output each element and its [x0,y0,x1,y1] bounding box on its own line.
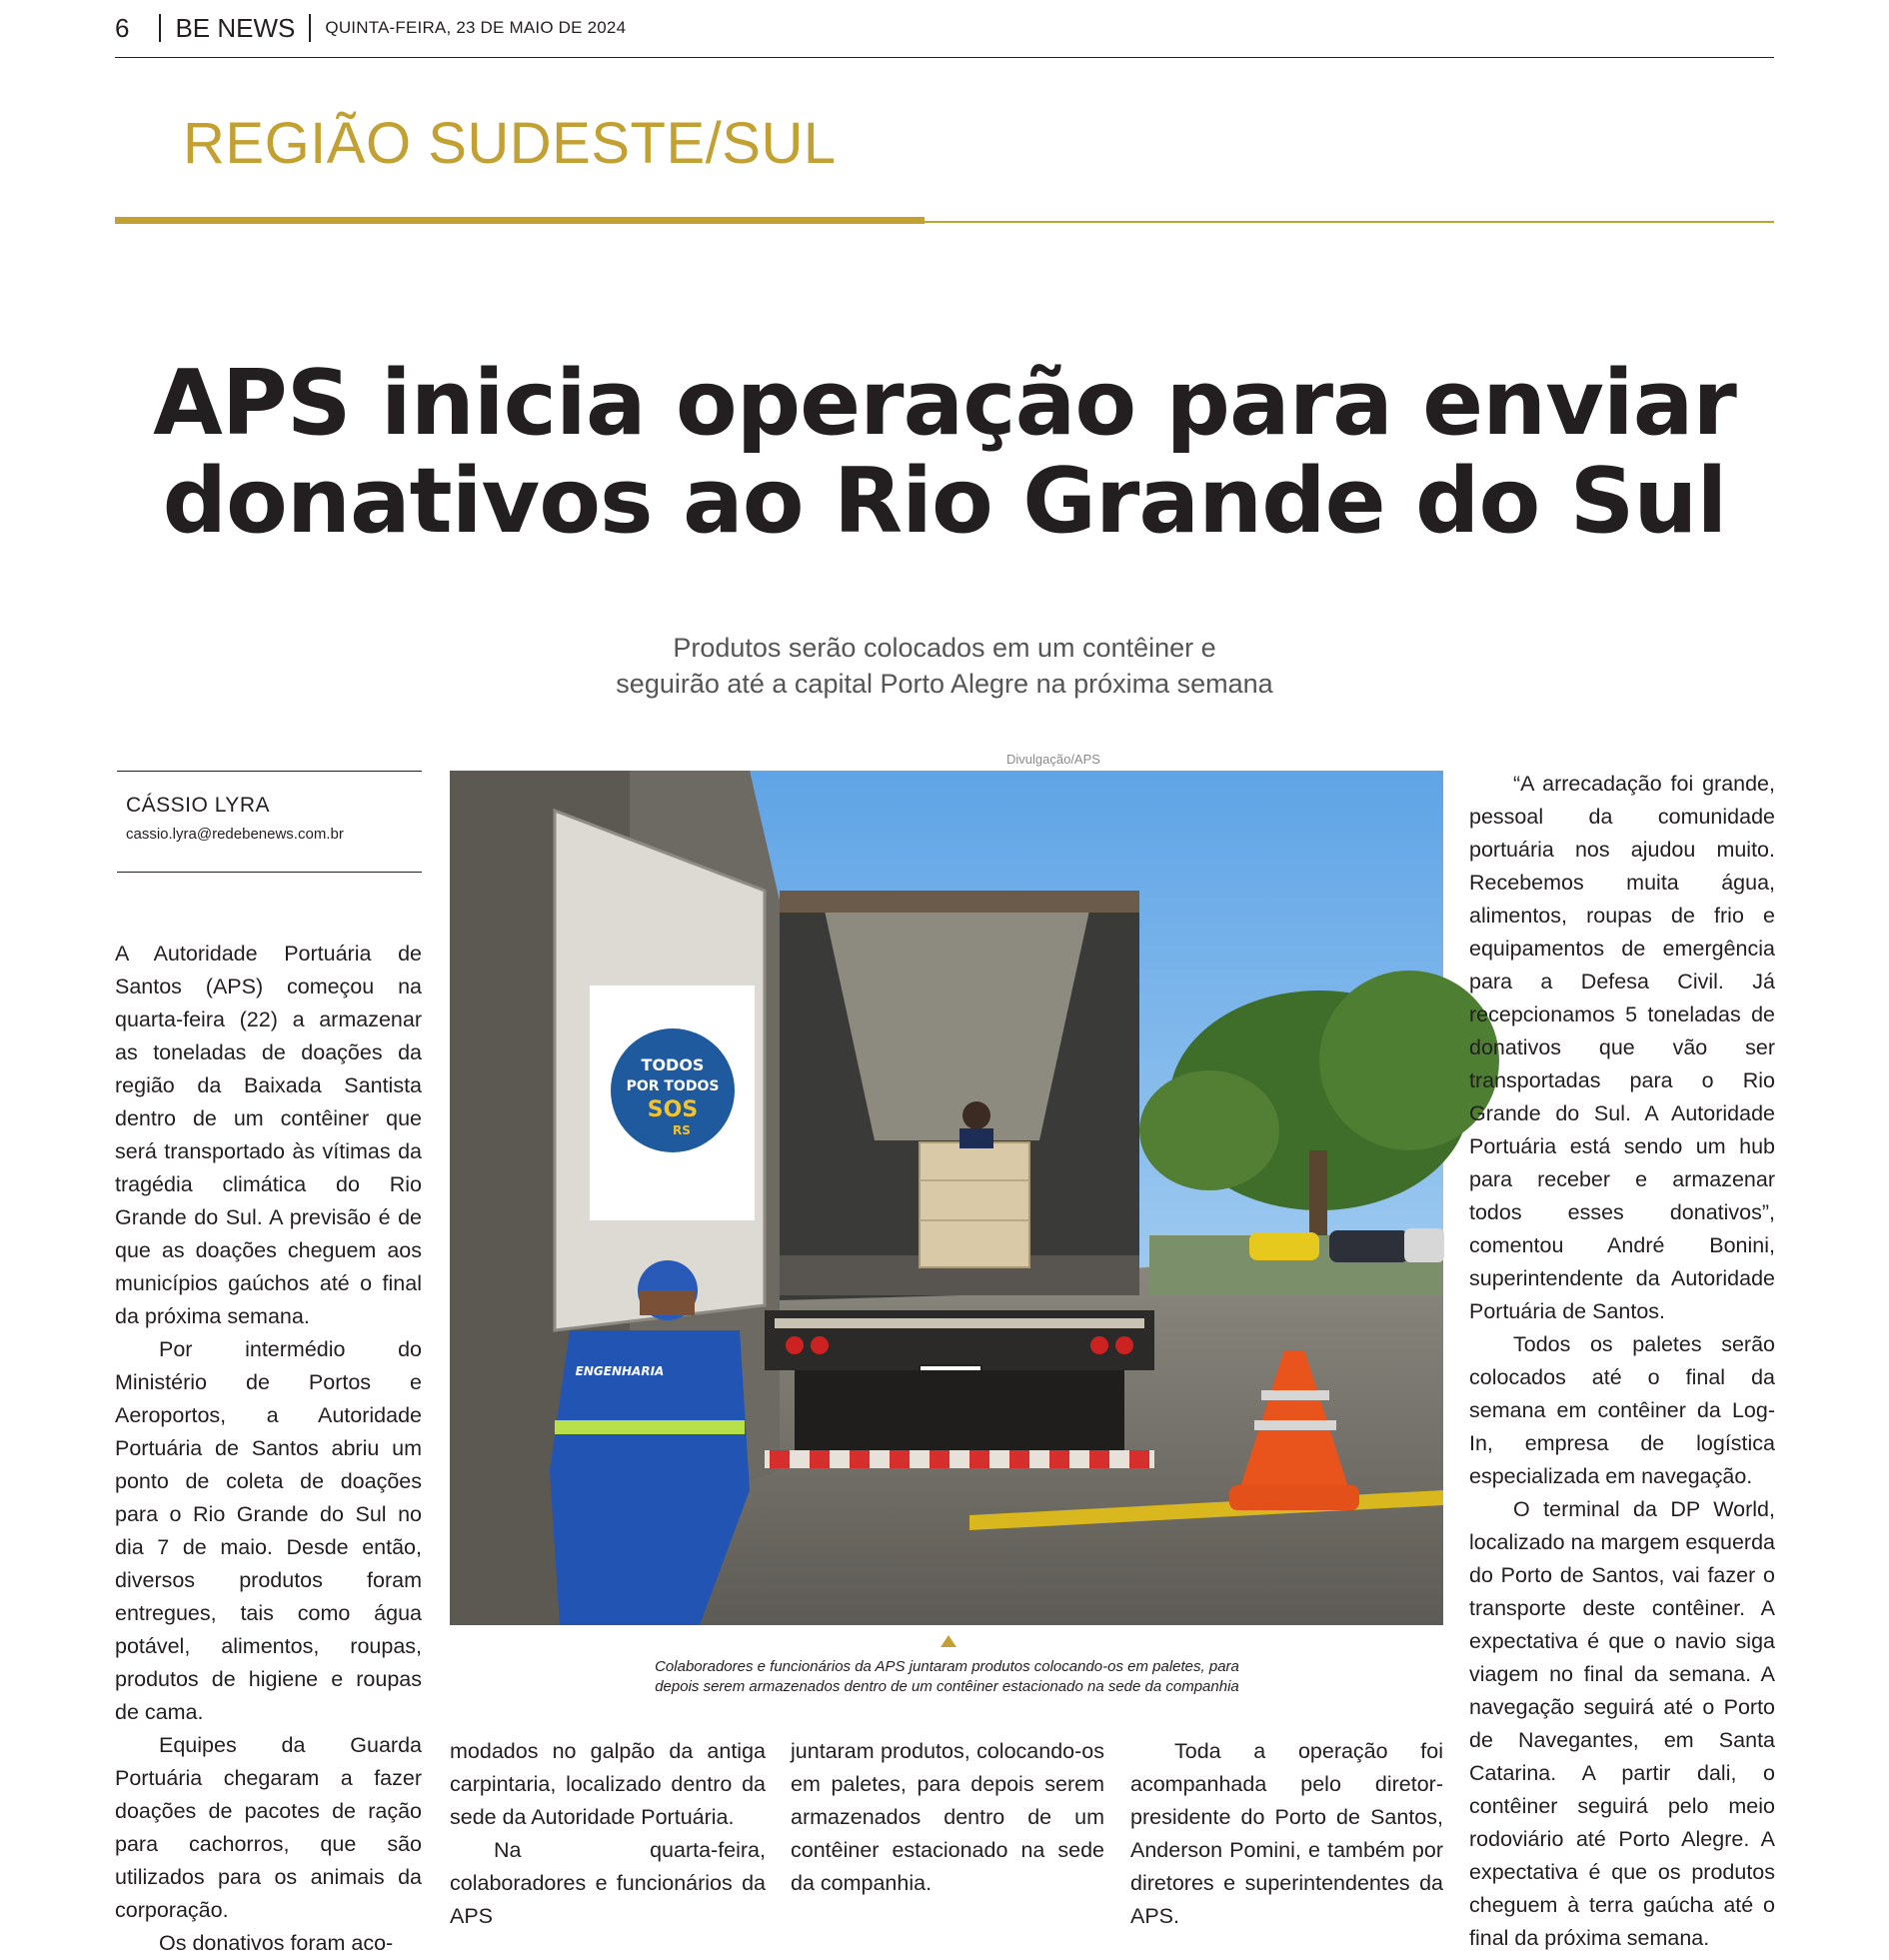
poster-text: TODOS [641,1055,705,1074]
paragraph: juntaram produtos, colocando-os em paletes, para depois serem armazenados dentro de um contêiner estacionado na sede da companhia. [791,1739,1104,1895]
author-name: CÁSSIO LYRA [126,794,270,817]
poster-text: POR TODOS [626,1078,720,1094]
paragraph: Os donativos foram aco- [159,1931,394,1955]
page-header [115,8,626,48]
paragraph: “A arrecadação foi grande, pessoal da comunidade portuária nos ajudou muito. Recebemos muita água, alimentos, roupas de frio e equipamentos de emergência para a Defesa Civil. Já recepcionamos 5 toneladas de donativos que vão ser transportadas para o Rio Grande do Sul. A Autoridade Portuária está sendo um hub para receber e armazenar todos esses donativos”, comentou André Bonini, superintendente da Autoridade Portuária de Santos. [1469,772,1775,1323]
photo-caption [550,1657,1344,1697]
caption-marker-icon [941,1635,956,1647]
paragraph: O terminal da DP World, localizado na margem esquerda do Porto de Santos, vai fazer o transporte deste contêiner. A expectativa é que o navio siga viagem no final da semana. A navegação seguirá até o Porto de Navegantes, em Santa Catarina. A partir dali, o contêiner seguirá pelo meio rodoviário até Porto Alegre. A expectativa é que os produtos cheguem à terra gaúcha até o final da próxima semana. [1469,1497,1775,1950]
header-divider [159,14,161,42]
paragraph: Todos os paletes serão colocados até o final da semana em contêiner da Log-In, empresa de logística especializada em navegação. [1469,1332,1775,1488]
section-title: REGIÃO SUDESTE/SUL [183,111,837,176]
header-divider [309,14,311,42]
headline [115,351,1774,554]
article-photo [450,771,1443,1625]
headline-line: APS inicia operação para enviar [153,351,1736,456]
paragraph: Na quarta-feira, colaboradores e funcionários da APS [450,1838,766,1928]
page-number: 6 [115,12,130,43]
paragraph: Toda a operação foi acompanhada pelo diretor-presidente do Porto de Santos, Anderson Pomini, e também por diretores e superintendentes da APS. [1130,1739,1443,1928]
deck-line: seguirão até a capital Porto Alegre na próxima semana [616,669,1273,699]
author-email[interactable]: cassio.lyra@redebenews.com.br [126,826,344,843]
deck [420,630,1469,702]
body-column-4 [1130,1735,1443,1933]
body-column-1 [115,938,422,1960]
header-rule [115,57,1774,58]
paragraph: Por intermédio do Ministério de Portos e Aeroportos, a Autoridade Portuária de Santos abriu um ponto de coleta de doações para o Rio Grande do Sul no dia 7 de maio. Desde então, diversos produtos foram entregues, tais como água potável, alimentos, roupas, produtos de higiene e roupas de cama. [115,1337,422,1724]
body-column-2 [450,1735,766,1933]
uniform-text: ENGENHARIA [575,1364,665,1378]
byline-rule-top [117,771,422,772]
caption-line: depois serem armazenados dentro de um contêiner estacionado na sede da companhia [655,1678,1239,1695]
poster-text: SOS [647,1097,699,1122]
body-column-5 [1469,768,1775,1955]
issue-date: QUINTA-FEIRA, 23 DE MAIO DE 2024 [325,18,627,37]
paragraph: modados no galpão da antiga carpintaria, localizado dentro da sede da Autoridade Portuária. [450,1739,766,1829]
headline-line: donativos ao Rio Grande do Sul [162,449,1727,554]
paragraph: Equipes da Guarda Portuária chegaram a fazer doações de pacotes de ração para cachorros, que são utilizados para os animais da corporação. [115,1733,422,1922]
section-rule-accent [115,217,925,224]
byline-rule-bottom [117,872,422,873]
photo-illustration [450,771,1443,1625]
paragraph: A Autoridade Portuária de Santos (APS) começou na quarta-feira (22) a armazenar as toneladas de doações da região da Baixada Santista dentro de um contêiner que será transportado às vítimas da tragédia climática do Rio Grande do Sul. A previsão é de que as doações cheguem aos municípios gaúchos até o final da próxima semana. [115,942,422,1328]
deck-line: Produtos serão colocados em um contêiner e [673,633,1216,663]
caption-line: Colaboradores e funcionários da APS juntaram produtos colocando-os em paletes, para [655,1658,1239,1675]
photo-credit: Divulgação/APS [1006,752,1100,767]
body-column-3 [791,1735,1104,1900]
publication-name: BE NEWS [175,12,296,43]
poster-text: RS [673,1123,691,1137]
